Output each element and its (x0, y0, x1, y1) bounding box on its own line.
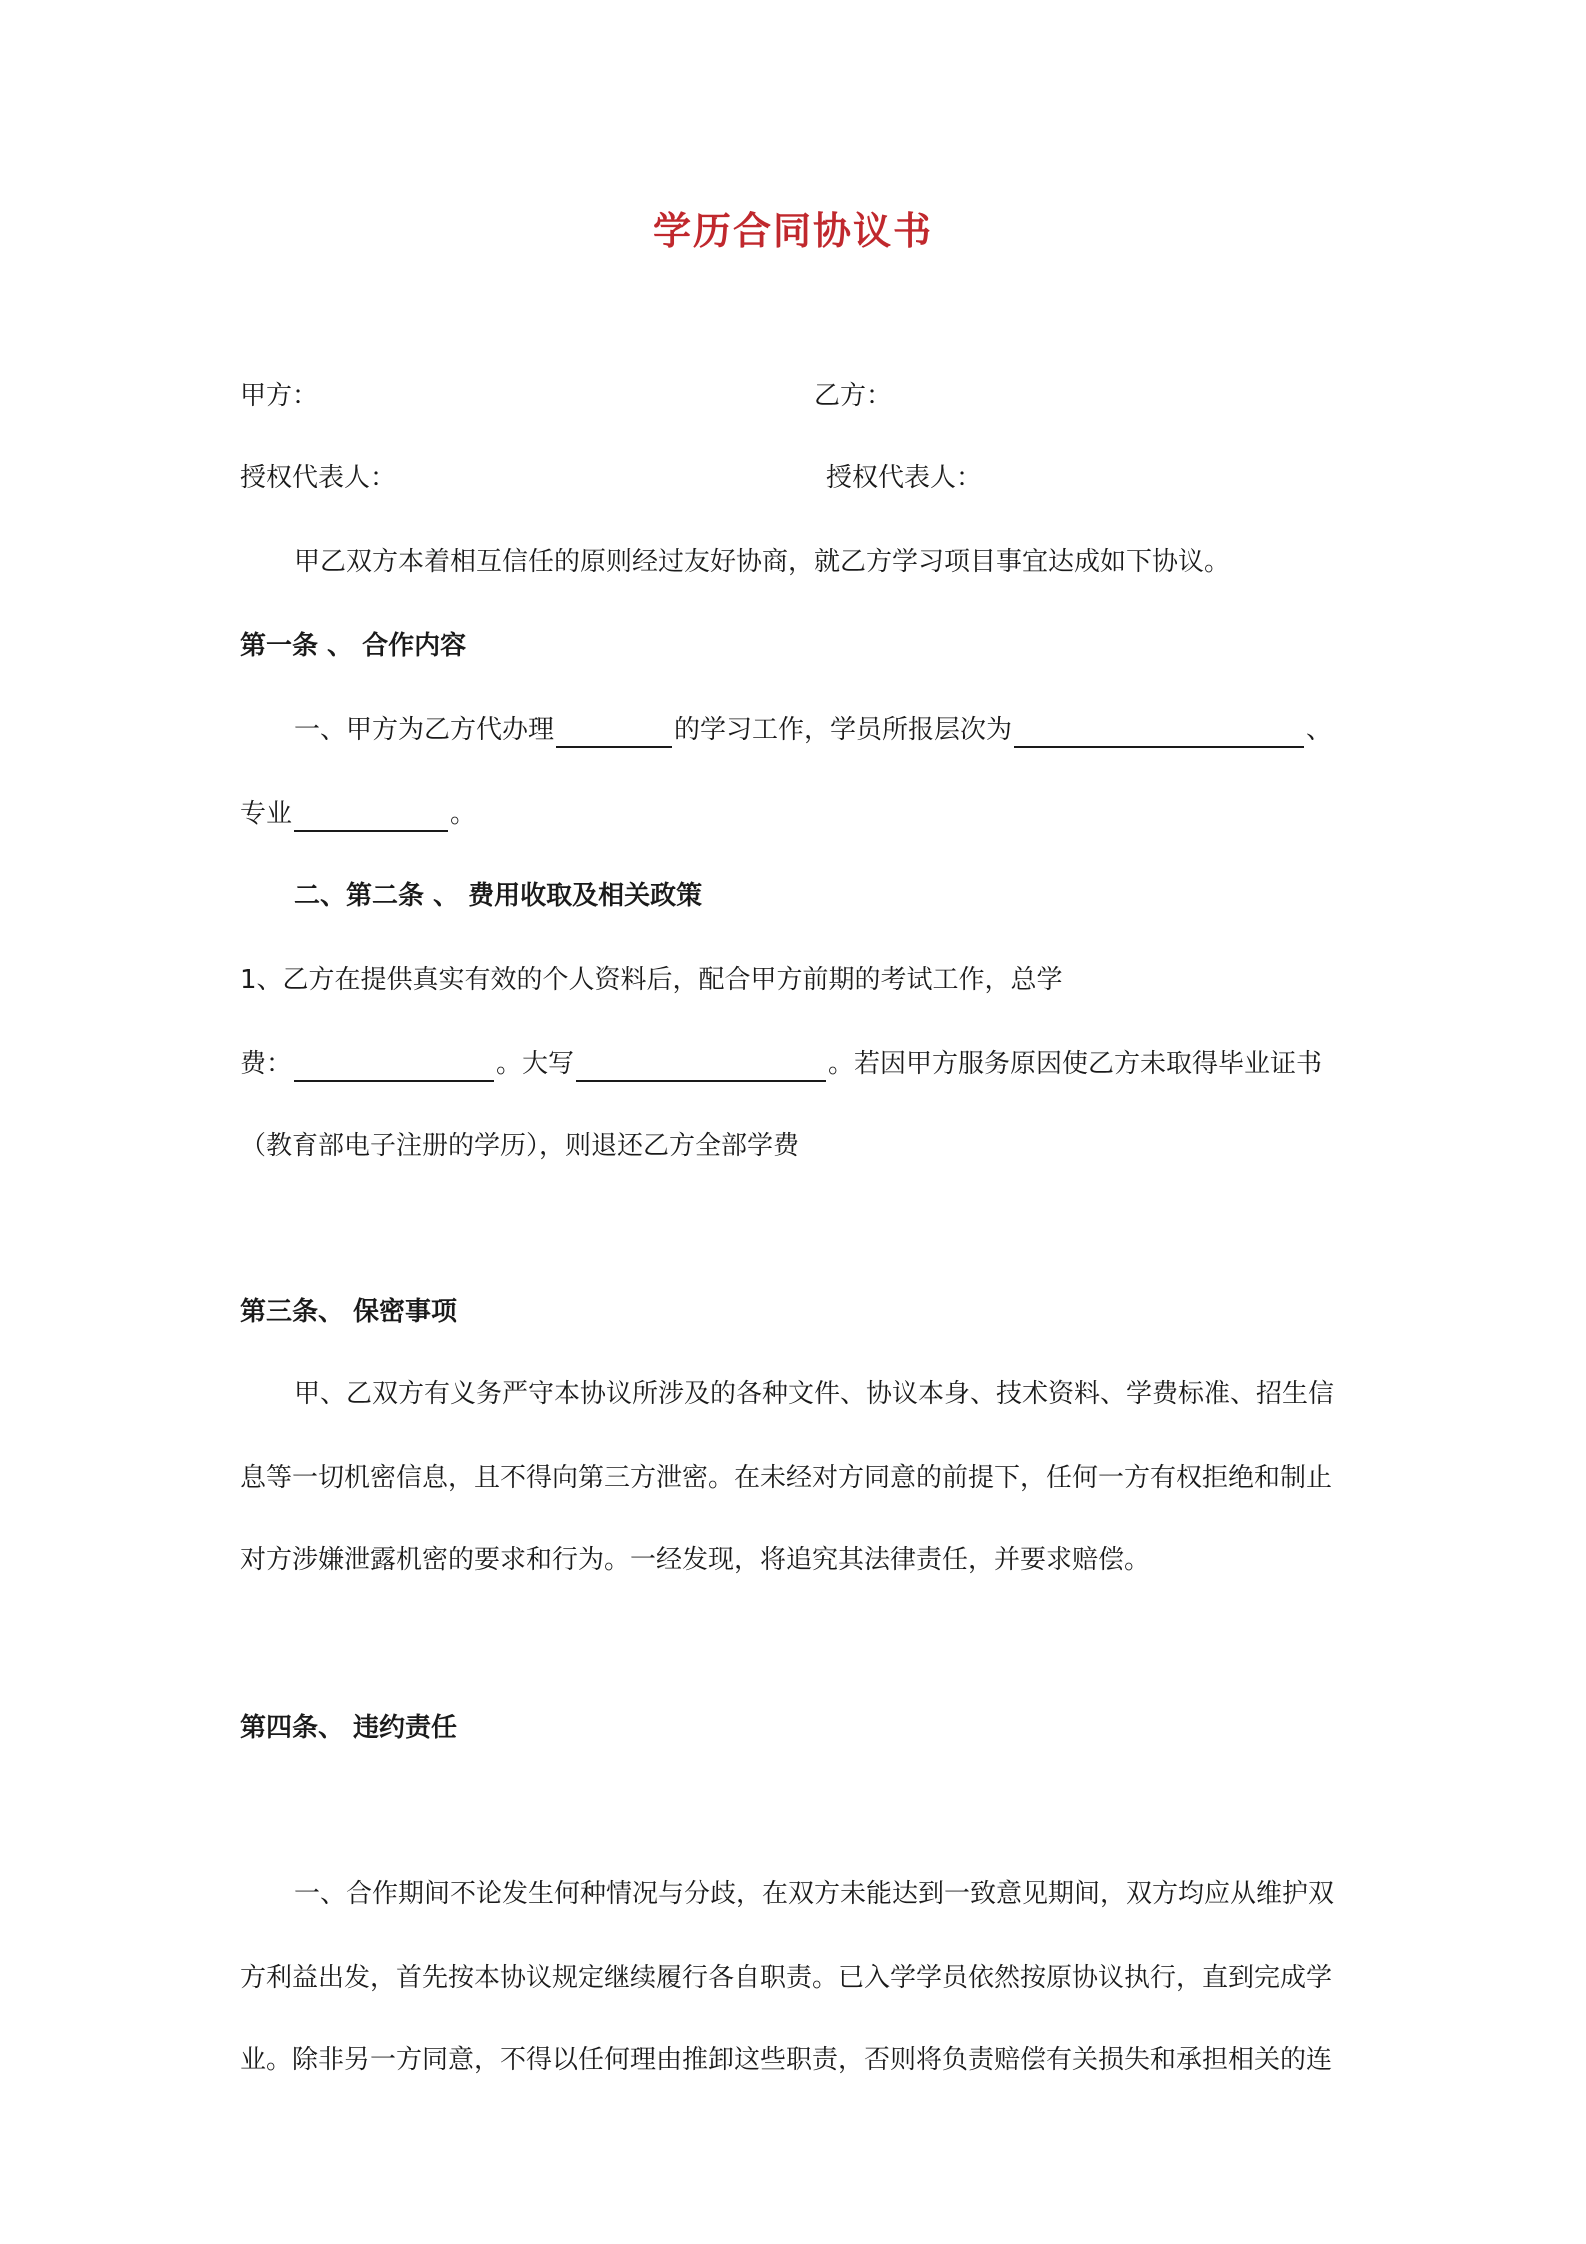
fee-mid: 。大写 (496, 1049, 575, 1079)
article-3-heading: 第三条、 保密事项 (240, 1297, 458, 1327)
rep-a-label: 授权代表人： (240, 463, 397, 493)
major-prefix: 专业 (240, 799, 293, 829)
fee-suffix: 。若因甲方服务原因使乙方未取得毕业证书 (828, 1049, 1323, 1079)
rep-b-label: 授权代表人： (826, 463, 983, 493)
fill-blank (556, 718, 672, 748)
intro-paragraph: 甲乙双方本着相互信任的原则经过友好协商，就乙方学习项目事宜达成如下协议。 (294, 547, 1231, 577)
article-3-line-1: 甲、乙双方有义务严守本协议所涉及的各种文件、协议本身、技术资料、学费标准、招生信 (294, 1379, 1335, 1409)
fill-blank (1014, 718, 1304, 748)
article-4-heading: 第四条、 违约责任 (240, 1713, 458, 1743)
item-text: 一、甲方为乙方代办理 (294, 715, 555, 745)
item-text: 、 (1306, 715, 1333, 745)
article-2-item-1-line-3: （教育部电子注册的学历），则退还乙方全部学费 (240, 1131, 800, 1161)
fill-blank (294, 1052, 494, 1082)
major-suffix: 。 (450, 799, 477, 829)
article-1-major (240, 796, 476, 832)
article-3-line-3: 对方涉嫌泄露机密的要求和行为。一经发现，将追究其法律责任，并要求赔偿。 (240, 1545, 1151, 1575)
article-2-item-1-line-1: 1、乙方在提供真实有效的个人资料后，配合甲方前期的考试工作，总学 (240, 965, 1063, 995)
party-b-label: 乙方： (814, 381, 893, 411)
article-3-line-2: 息等一切机密信息，且不得向第三方泄密。在未经对方同意的前提下，任何一方有权拒绝和制止 (240, 1463, 1333, 1493)
article-2-heading: 二、第二条 、 费用收取及相关政策 (294, 881, 703, 911)
article-1-item-1 (294, 712, 1332, 748)
article-2-fee-line (240, 1046, 1322, 1082)
article-4-line-3: 业。除非另一方同意，不得以任何理由推卸这些职责，否则将负责赔偿有关损失和承担相关的连 (240, 2045, 1333, 2075)
document-title: 学历合同协议书 (652, 209, 933, 253)
article-4-line-2: 方利益出发，首先按本协议规定继续履行各自职责。已入学学员依然按原协议执行，直到完成学 (240, 1963, 1333, 1993)
article-1-heading: 第一条 、 合作内容 (240, 631, 467, 661)
article-4-line-1: 一、合作期间不论发生何种情况与分歧，在双方未能达到一致意见期间，双方均应从维护双 (294, 1879, 1335, 1909)
fill-blank (576, 1052, 826, 1082)
fill-blank (294, 802, 448, 832)
party-a-label: 甲方： (240, 381, 319, 411)
item-text: 的学习工作，学员所报层次为 (674, 715, 1013, 745)
fee-prefix: 费： (240, 1049, 293, 1079)
